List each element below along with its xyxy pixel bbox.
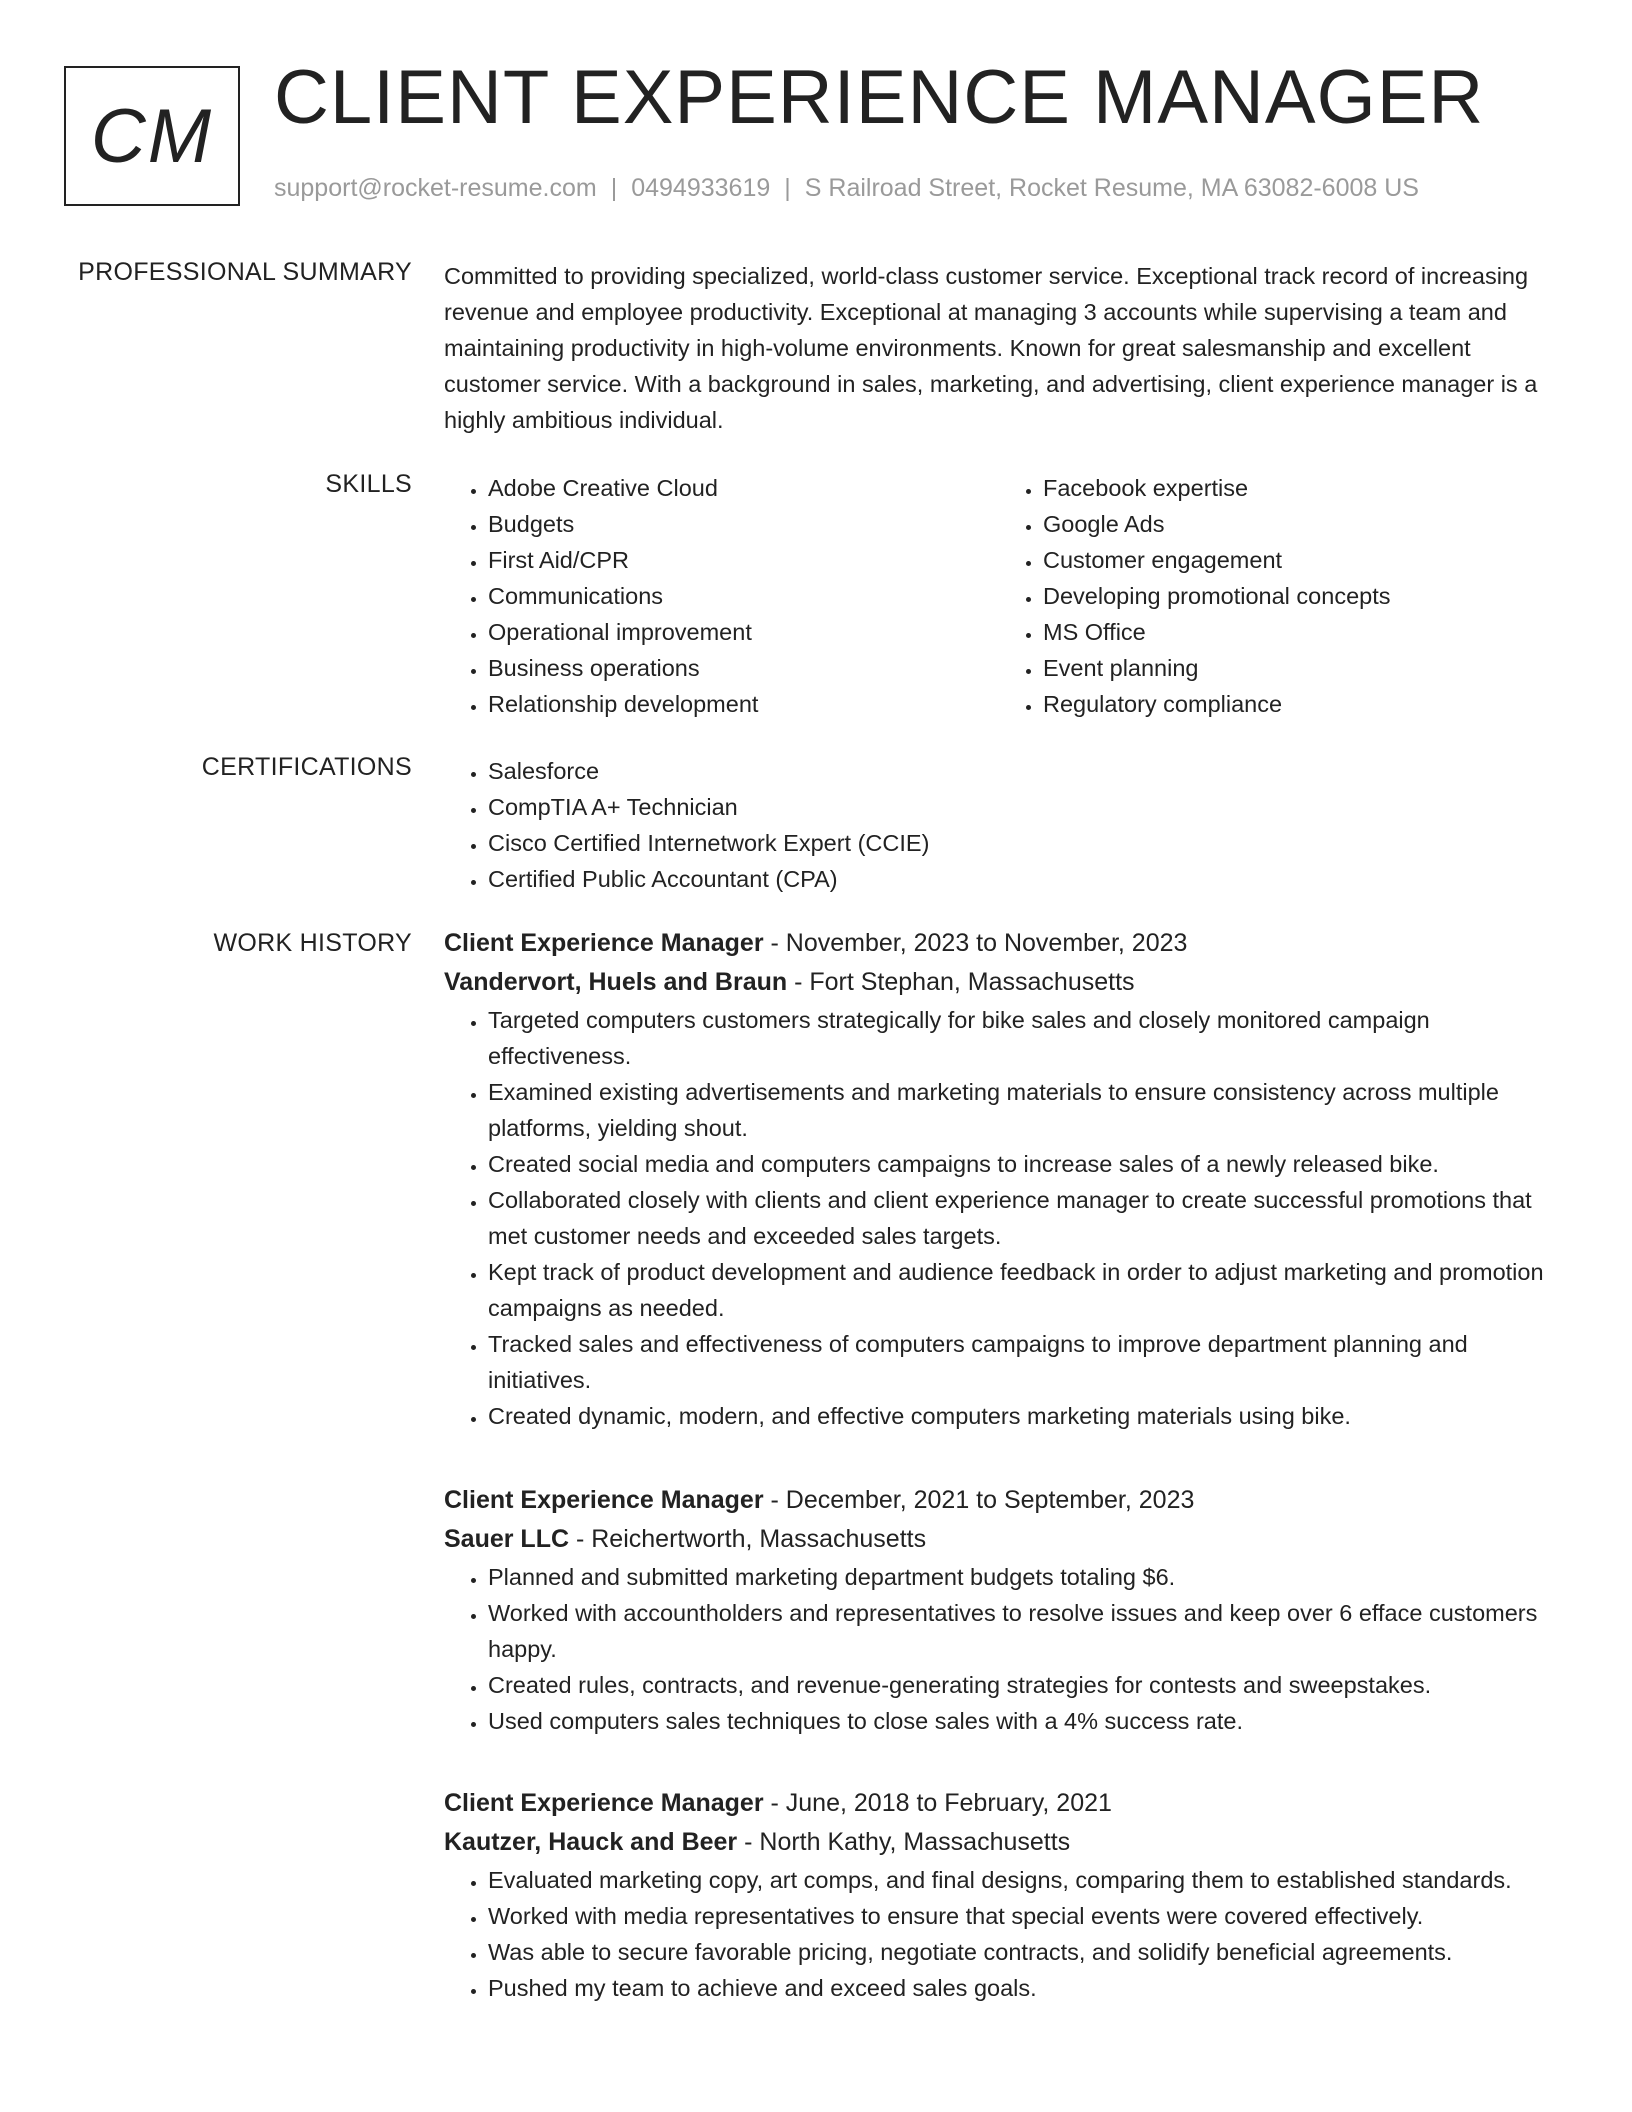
list-item: • Created dynamic, modern, and effective computers marketing materials using bike. (488, 1398, 1554, 1434)
list-item: • Operational improvement (488, 614, 999, 650)
list-item: • Used computers sales techniques to close sales with a 4% success rate. (488, 1703, 1554, 1739)
list-item: • Examined existing advertisements and marketing materials to ensure consistency across multiple platforms, yielding shout. (488, 1074, 1554, 1146)
list-item: • Worked with media representatives to ensure that special events were covered effectively. (488, 1898, 1554, 1934)
list-item: • Pushed my team to achieve and exceed sales goals. (488, 1970, 1554, 2006)
section-title: WORK HISTORY (213, 929, 412, 957)
list-item: • Salesforce (488, 753, 1554, 789)
monogram-box (64, 66, 240, 206)
list-item: • Google Ads (1043, 506, 1554, 542)
job-dates: - November, 2023 to November, 2023 (763, 929, 1188, 957)
job-role: Client Experience Manager (444, 929, 764, 957)
monogram-initials: CM (90, 93, 214, 179)
list-item: • Business operations (488, 650, 999, 686)
list-item: • Cisco Certified Internetwork Expert (CCIE) (488, 825, 1554, 861)
list-item: • Certified Public Accountant (CPA) (488, 861, 1554, 897)
job-role: Client Experience Manager (444, 1486, 764, 1514)
list-item: • Customer engagement (1043, 542, 1554, 578)
contact-address: S Railroad Street, Rocket Resume, MA 63082-6008 US (804, 174, 1419, 202)
job-role: Client Experience Manager (444, 1789, 764, 1817)
section-title: SKILLS (325, 470, 412, 498)
job-company-line (444, 1520, 1554, 1559)
list-item: • Planned and submitted marketing department budgets totaling $6. (488, 1559, 1554, 1595)
section-title: CERTIFICATIONS (201, 753, 412, 781)
job-location: - Fort Stephan, Massachusetts (787, 968, 1135, 996)
skills-list-right (999, 470, 1554, 722)
resume-name: CLIENT EXPERIENCE MANAGER (274, 55, 1485, 140)
list-item: • Communications (488, 578, 999, 614)
section-title: PROFESSIONAL SUMMARY (78, 258, 412, 286)
job-role-line (444, 1481, 1554, 1520)
certifications-body (444, 753, 1554, 897)
job-role-line (444, 1784, 1554, 1823)
job-dates: - December, 2021 to September, 2023 (763, 1486, 1195, 1514)
list-item: • Developing promotional concepts (1043, 578, 1554, 614)
job-role-line (444, 924, 1554, 963)
job-company: Sauer LLC (444, 1525, 570, 1553)
contact-phone: 0494933619 (631, 174, 771, 202)
list-item: • Created social media and computers campaigns to increase sales of a newly released bike. (488, 1146, 1554, 1182)
list-item: • Adobe Creative Cloud (488, 470, 999, 506)
list-item: • Tracked sales and effectiveness of computers campaigns to improve department planning and initiatives. (488, 1326, 1554, 1398)
job-body (444, 924, 1554, 1434)
list-item: • Event planning (1043, 650, 1554, 686)
list-item: • Created rules, contracts, and revenue-generating strategies for contests and sweepstakes. (488, 1667, 1554, 1703)
list-item: • First Aid/CPR (488, 542, 999, 578)
list-item: • Facebook expertise (1043, 470, 1554, 506)
job-location: - North Kathy, Massachusetts (737, 1828, 1071, 1856)
job-body (444, 1784, 1554, 2006)
list-item: • MS Office (1043, 614, 1554, 650)
job-bullets (444, 1002, 1554, 1434)
contact-separator: | (784, 174, 791, 202)
list-item: • Kept track of product development and audience feedback in order to adjust marketing and promotion campaigns as needed. (488, 1254, 1554, 1326)
list-item: • Collaborated closely with clients and client experience manager to create successful promotions that met customer needs and exceeded sales targets. (488, 1182, 1554, 1254)
job-company-line (444, 1823, 1554, 1862)
job-company-line (444, 963, 1554, 1002)
list-item: • CompTIA A+ Technician (488, 789, 1554, 825)
skills-body (444, 470, 1554, 722)
list-item: • Worked with accountholders and representatives to resolve issues and keep over 6 efface customers happy. (488, 1595, 1554, 1667)
certifications-list (444, 753, 1554, 897)
list-item: • Evaluated marketing copy, art comps, and final designs, comparing them to established standards. (488, 1862, 1554, 1898)
list-item: • Budgets (488, 506, 999, 542)
job-company: Vandervort, Huels and Braun (444, 968, 788, 996)
job-dates: - June, 2018 to February, 2021 (763, 1789, 1112, 1817)
list-item: • Targeted computers customers strategically for bike sales and closely monitored campaign effectiveness. (488, 1002, 1554, 1074)
job-bullets (444, 1862, 1554, 2006)
job-company: Kautzer, Hauck and Beer (444, 1828, 738, 1856)
list-item: • Relationship development (488, 686, 999, 722)
contact-line (274, 174, 1419, 203)
list-item: • Was able to secure favorable pricing, negotiate contracts, and solidify beneficial agreements. (488, 1934, 1554, 1970)
contact-separator: | (610, 174, 618, 202)
list-item: • Regulatory compliance (1043, 686, 1554, 722)
skills-list-left (444, 470, 999, 722)
job-bullets (444, 1559, 1554, 1739)
job-location: - Reichertworth, Massachusetts (569, 1525, 927, 1553)
job-body (444, 1481, 1554, 1739)
contact-email: support@rocket-resume.com (274, 174, 597, 202)
summary-text: Committed to providing specialized, world-class customer service. Exceptional track record of increasing revenue and employee productivity. Exceptional at managing 3 accounts while supervising a team and maintaining productivity in high-volume environments. Known for great salesmanship and excellent customer service. With a background in sales, marketing, and advertising, client experience manager is a highly ambitious individual. (444, 263, 1538, 433)
